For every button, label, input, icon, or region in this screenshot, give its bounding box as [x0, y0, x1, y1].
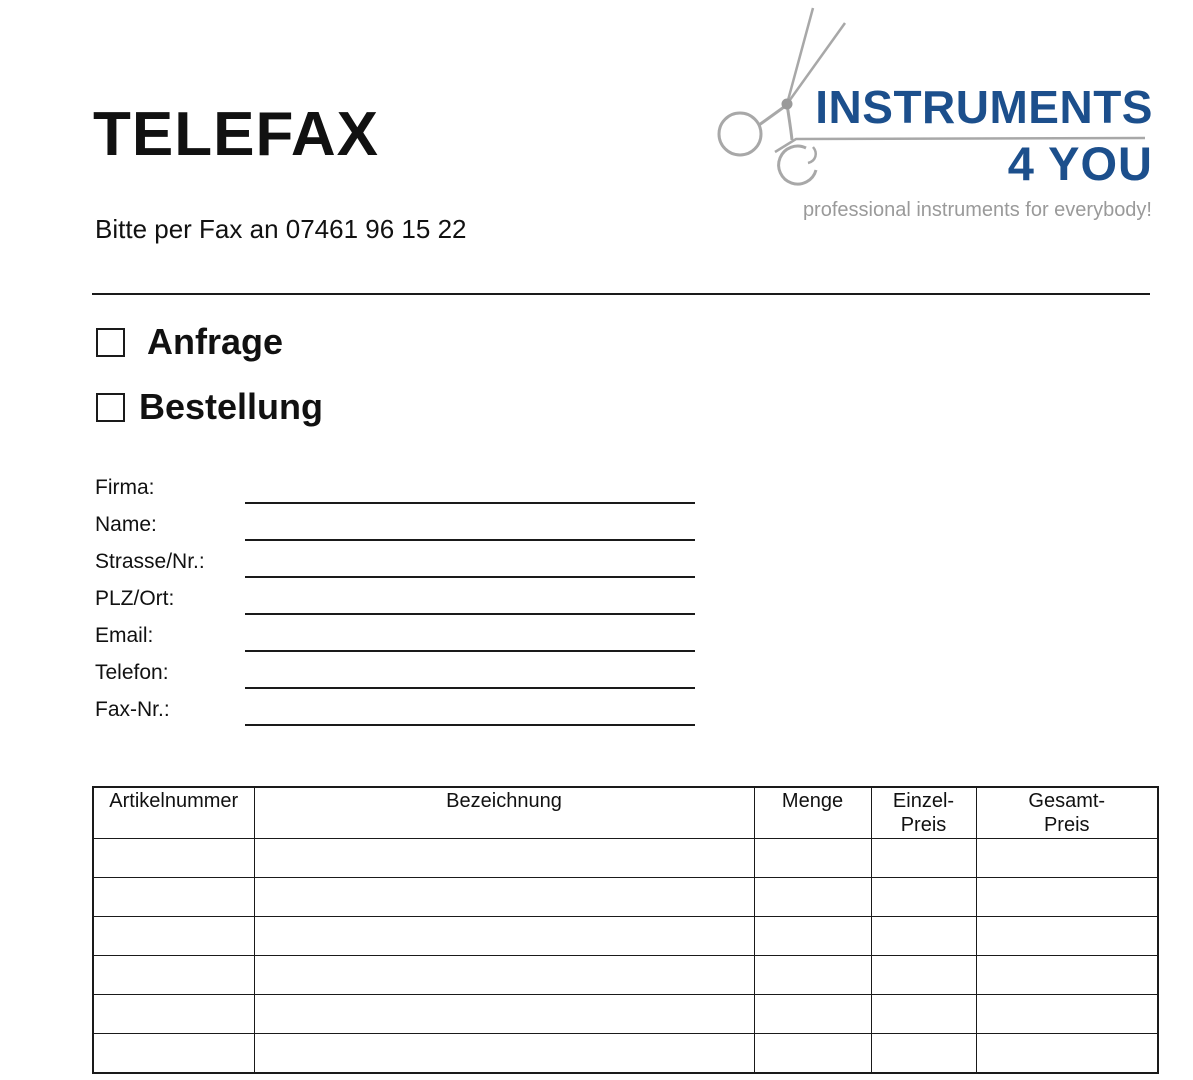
field-row-name — [95, 507, 705, 544]
cell-bezeichnung[interactable] — [254, 956, 754, 995]
order-row — [93, 995, 1158, 1034]
company-logo — [700, 0, 1160, 240]
cell-artikelnummer[interactable] — [93, 878, 254, 917]
cell-artikelnummer[interactable] — [93, 995, 254, 1034]
cell-artikelnummer[interactable] — [93, 839, 254, 878]
fax-nr-input-line[interactable] — [245, 724, 695, 726]
email-label: Email: — [95, 624, 154, 647]
field-row-telefon — [95, 655, 705, 692]
cell-einzel-preis[interactable] — [871, 956, 976, 995]
anfrage-checkbox[interactable] — [96, 328, 125, 357]
cell-menge[interactable] — [754, 917, 871, 956]
contact-fields — [95, 470, 705, 729]
cell-menge[interactable] — [754, 839, 871, 878]
name-input-line[interactable] — [245, 539, 695, 541]
cell-bezeichnung[interactable] — [254, 839, 754, 878]
bestellung-checkbox[interactable] — [96, 393, 125, 422]
strasse-label: Strasse/Nr.: — [95, 550, 205, 573]
cell-menge[interactable] — [754, 956, 871, 995]
cell-artikelnummer[interactable] — [93, 956, 254, 995]
cell-einzel-preis[interactable] — [871, 995, 976, 1034]
cell-artikelnummer[interactable] — [93, 1034, 254, 1074]
plz-ort-label: PLZ/Ort: — [95, 587, 175, 610]
cell-menge[interactable] — [754, 995, 871, 1034]
cell-einzel-preis[interactable] — [871, 878, 976, 917]
order-row — [93, 1034, 1158, 1074]
brand-name-line1: INSTRUMENTS — [815, 81, 1153, 133]
cell-gesamt-preis[interactable] — [976, 917, 1158, 956]
firma-input-line[interactable] — [245, 502, 695, 504]
telefon-label: Telefon: — [95, 661, 169, 684]
field-row-firma — [95, 470, 705, 507]
cell-gesamt-preis[interactable] — [976, 956, 1158, 995]
brand-tagline: professional instruments for everybody! — [802, 199, 1152, 221]
field-row-email — [95, 618, 705, 655]
cell-gesamt-preis[interactable] — [976, 995, 1158, 1034]
cell-artikelnummer[interactable] — [93, 917, 254, 956]
brand-name-line2: 4 YOU — [1007, 137, 1153, 190]
plz-ort-input-line[interactable] — [245, 613, 695, 615]
cell-gesamt-preis[interactable] — [976, 839, 1158, 878]
option-row-bestellung — [96, 386, 324, 427]
order-row — [93, 956, 1158, 995]
col-header-menge: Menge — [754, 787, 871, 839]
field-row-strasse — [95, 544, 705, 581]
col-header-einzel-preis: Einzel- Preis — [871, 787, 976, 839]
fax-instruction: Bitte per Fax an 07461 96 15 22 — [95, 214, 467, 244]
order-row — [93, 878, 1158, 917]
cell-menge[interactable] — [754, 878, 871, 917]
field-row-plz-ort — [95, 581, 705, 618]
order-row — [93, 839, 1158, 878]
col-header-artikelnummer: Artikelnummer — [93, 787, 254, 839]
cell-bezeichnung[interactable] — [254, 1034, 754, 1074]
cell-menge[interactable] — [754, 1034, 871, 1074]
cell-gesamt-preis[interactable] — [976, 878, 1158, 917]
order-table — [92, 786, 1159, 1074]
cell-einzel-preis[interactable] — [871, 839, 976, 878]
col-header-bezeichnung: Bezeichnung — [254, 787, 754, 839]
col-header-gesamt-preis: Gesamt- Preis — [976, 787, 1158, 839]
fax-nr-label: Fax-Nr.: — [95, 698, 170, 721]
bestellung-label: Bestellung — [139, 386, 324, 427]
cell-bezeichnung[interactable] — [254, 995, 754, 1034]
email-input-line[interactable] — [245, 650, 695, 652]
cell-bezeichnung[interactable] — [254, 878, 754, 917]
name-label: Name: — [95, 513, 157, 536]
strasse-input-line[interactable] — [245, 576, 695, 578]
firma-label: Firma: — [95, 476, 155, 499]
telefon-input-line[interactable] — [245, 687, 695, 689]
anfrage-label: Anfrage — [147, 321, 284, 362]
option-row-anfrage — [96, 321, 284, 362]
field-row-fax-nr — [95, 692, 705, 729]
cell-gesamt-preis[interactable] — [976, 1034, 1158, 1074]
cell-einzel-preis[interactable] — [871, 917, 976, 956]
page-title: TELEFAX — [93, 100, 380, 169]
order-row — [93, 917, 1158, 956]
cell-einzel-preis[interactable] — [871, 1034, 976, 1074]
cell-bezeichnung[interactable] — [254, 917, 754, 956]
order-table-header-row — [93, 787, 1158, 839]
section-divider — [92, 293, 1150, 295]
